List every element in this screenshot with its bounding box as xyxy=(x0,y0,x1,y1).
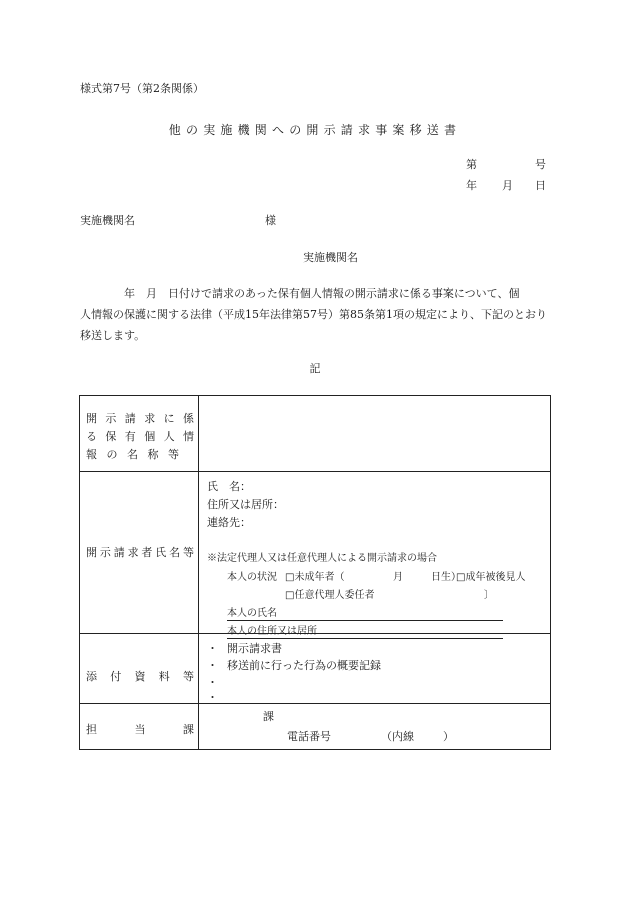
attachment-item xyxy=(207,689,227,705)
attachment-item xyxy=(207,640,282,656)
bullet: ・ xyxy=(207,691,218,704)
minor-checkbox: □未成年者（ xyxy=(285,572,345,583)
ki-heading: 記 xyxy=(309,362,321,375)
voluntary-agent-checkbox: □任意代理人委任者 xyxy=(285,590,375,601)
document-title: 他の実施機関への開示請求事案移送書 xyxy=(168,123,462,137)
requester-address-field: 住所又は居所： xyxy=(207,498,284,511)
info-name-label xyxy=(86,410,194,464)
info-name-label-line-1: 開 示 請 求 に 係 xyxy=(86,412,194,425)
attachment-text: 開示請求書 xyxy=(227,642,282,655)
principal-address-field: 本人の住所又は居所 xyxy=(227,622,503,639)
recipient-honorific: 様 xyxy=(265,214,276,227)
column-divider xyxy=(198,396,199,749)
body-paragraph xyxy=(80,283,550,346)
bullet: ・ xyxy=(207,659,218,672)
extension-open-label: （内線 xyxy=(381,730,414,743)
row-divider xyxy=(80,471,550,472)
requester-name-field: 氏 名： xyxy=(207,480,251,493)
body-line-3: 移送します。 xyxy=(80,329,146,342)
department-label: 担当課 xyxy=(86,723,194,736)
birth-day-label: 日生） xyxy=(431,572,461,583)
recipient-label: 実施機関名 xyxy=(80,214,135,227)
requester-label: 開示請求者氏名等 xyxy=(86,546,194,559)
transfer-form-table xyxy=(79,395,551,750)
extension-close-label: ） xyxy=(443,730,454,743)
info-name-label-line-3: 報 の 名 称 等 xyxy=(86,448,179,461)
doc-number-label: 第 xyxy=(466,158,477,171)
date-month-label: 月 xyxy=(502,179,513,192)
requester-contact-field: 連絡先： xyxy=(207,516,251,529)
attachment-text: 移送前に行った行為の概要記録 xyxy=(227,659,381,672)
close-bracket: 〕 xyxy=(484,590,494,601)
form-number: 様式第7号（第2条関係） xyxy=(80,82,204,95)
principal-name-field: 本人の氏名 xyxy=(227,604,503,621)
attachment-item xyxy=(207,657,381,673)
row-divider xyxy=(80,703,550,704)
date-year-label: 年 xyxy=(466,179,477,192)
adult-guardian-checkbox: □成年被後見人 xyxy=(456,572,526,583)
bullet: ・ xyxy=(207,676,218,689)
body-line-2: 人情報の保護に関する法律（平成15年法律第57号）第85条第1項の規定により、下記のとおり xyxy=(80,308,547,321)
principal-status-label: 本人の状況 xyxy=(227,572,277,583)
info-name-label-line-2: る 保 有 個 人 情 xyxy=(86,430,194,443)
attachment-item xyxy=(207,674,227,690)
sender-label: 実施機関名 xyxy=(303,251,358,264)
attachments-label: 添付資料等 xyxy=(86,670,194,683)
birth-month-label: 月 xyxy=(393,572,403,583)
body-line-1: 年 月 日付けで請求のあった保有個人情報の開示請求に係る事案について、個 xyxy=(124,287,520,300)
date-day-label: 日 xyxy=(535,179,546,192)
phone-number-label: 電話番号 xyxy=(287,730,331,743)
agent-note: ※法定代理人又は任意代理人による開示請求の場合 xyxy=(207,553,437,564)
department-ka-label: 課 xyxy=(263,710,274,723)
doc-number-suffix: 号 xyxy=(535,158,546,171)
bullet: ・ xyxy=(207,642,218,655)
